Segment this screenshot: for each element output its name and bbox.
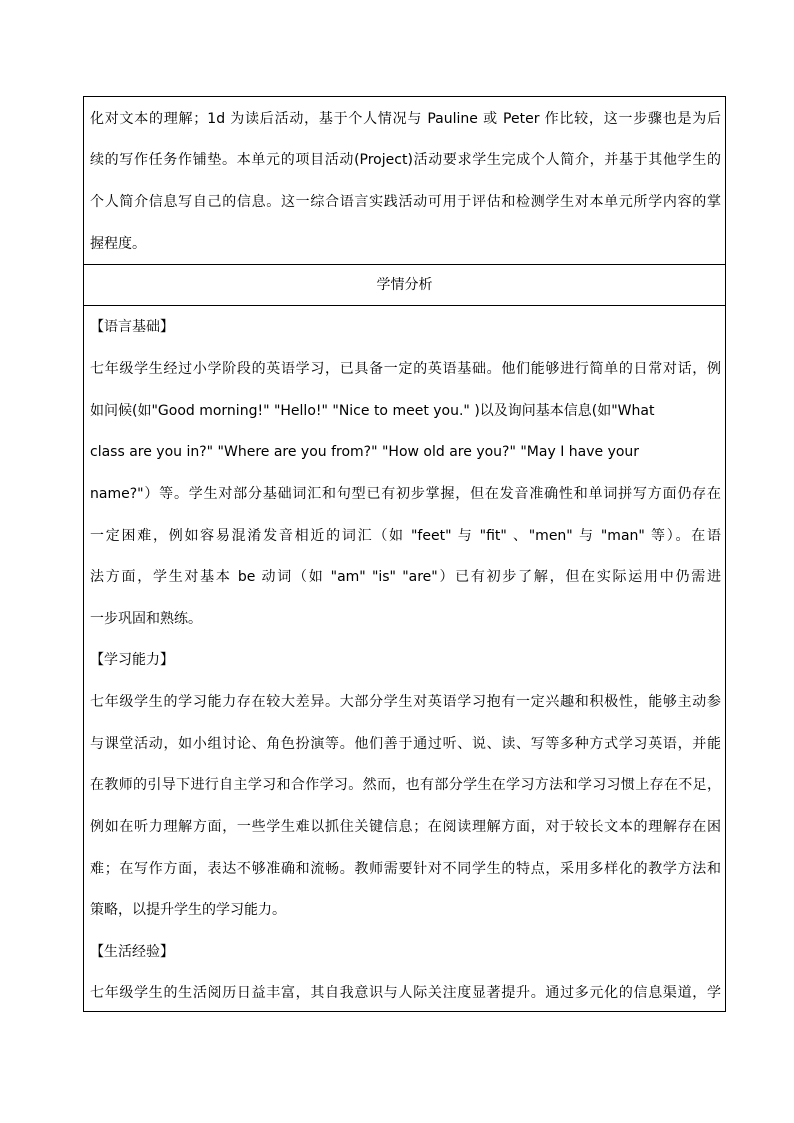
paragraph-line: 法方面，学生对基本 be 动词（如 "am" "is" "are"）已有初步了解，但在实际运用中仍需进 [90,569,721,585]
paragraph-line: name?"）等。学生对部分基础词汇和句型已有初步掌握，但在发音准确性和单词拼写方面仍存在 [90,486,721,502]
analysis-body-cell [84,306,725,1011]
section-heading: 学情分析 [84,265,725,306]
paragraph-line: 与课堂活动，如小组讨论、角色扮演等。他们善于通过听、说、读、写等多种方式学习英语，并能 [90,736,721,752]
paragraph-line: 如问候(如"Good morning!" "Hello!" "Nice to meet you." )以及询问基本信息(如"What [90,403,655,419]
paragraph-line: 个人简介信息写自己的信息。这一综合语言实践活动可用于评估和检测学生对本单元所学内容的掌 [90,194,721,210]
paragraph-line: class are you in?" "Where are you from?" "How old are you?" "May I have your [90,444,640,460]
paragraph-line: 难；在写作方面，表达不够准确和流畅。教师需要针对不同学生的特点，采用多样化的教学方法和 [90,861,721,877]
paragraph-line: 一定困难，例如容易混淆发音相近的词汇（如 "feet" 与 "fit" 、"men" 与 "man" 等）。在语 [90,528,721,544]
paragraph-line: 七年级学生的生活阅历日益丰富，其自我意识与人际关注度显著提升。通过多元化的信息渠道，学 [90,985,721,1001]
paragraph-line: 例如在听力理解方面，一些学生难以抓住关键信息；在阅读理解方面，对于较长文本的理解存在困 [90,819,721,835]
paragraph-line: 七年级学生的学习能力存在较大差异。大部分学生对英语学习抱有一定兴趣和积极性，能够主动参 [90,694,721,710]
previous-section-cell [84,97,725,265]
subheading-learning-ability: 【学习能力】 [90,652,174,668]
paragraph-line: 化对文本的理解；1d 为读后活动，基于个人情况与 Pauline 或 Peter 作比较，这一步骤也是为后 [90,111,721,127]
paragraph-line: 七年级学生经过小学阶段的英语学习，已具备一定的英语基础。他们能够进行简单的日常对话，例 [90,361,721,377]
paragraph-line: 握程度。 [90,236,146,252]
paragraph-line: 策略，以提升学生的学习能力。 [90,902,286,918]
paragraph-line: 续的写作任务作铺垫。本单元的项目活动(Project)活动要求学生完成个人简介，并基于其他学生的 [90,152,721,168]
paragraph-line: 在教师的引导下进行自主学习和合作学习。然而，也有部分学生在学习方法和学习习惯上存在不足， [90,777,721,793]
subheading-language-basis: 【语言基础】 [90,319,174,335]
subheading-life-experience: 【生活经验】 [90,944,174,960]
document-table [83,96,726,1012]
paragraph-line: 一步巩固和熟练。 [90,611,202,627]
